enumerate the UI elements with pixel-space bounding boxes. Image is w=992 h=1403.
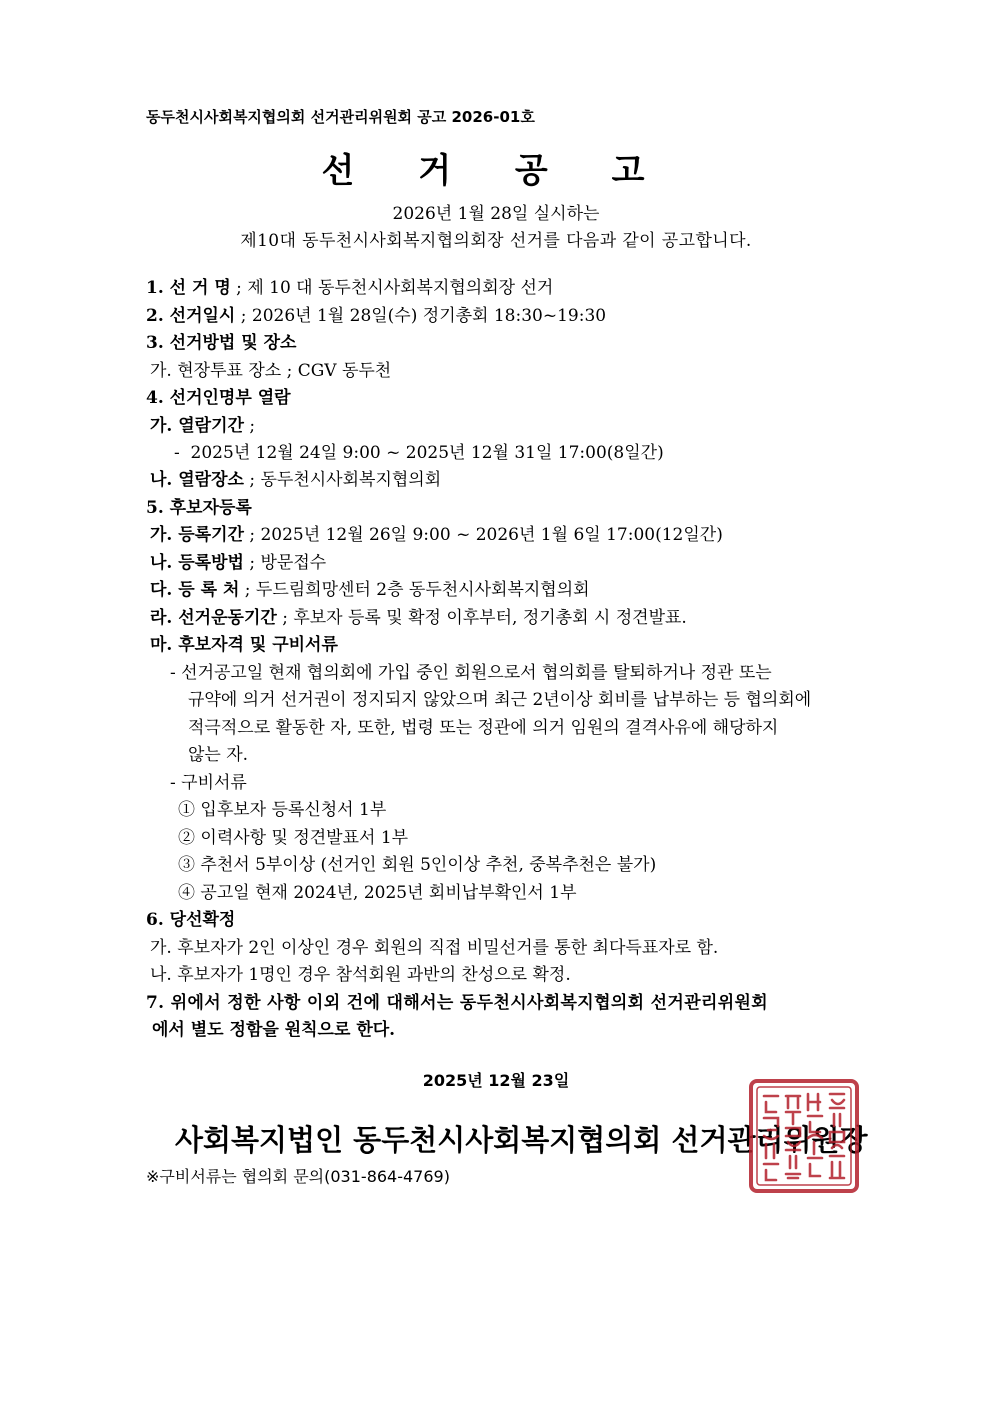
item-registration-method: [150, 550, 326, 576]
item-label: 가. 열람기간: [150, 416, 244, 436]
item-label: 1. 선 거 명: [146, 278, 231, 298]
official-seal-icon: [748, 1078, 860, 1194]
qualification-line: 않는 자.: [188, 745, 249, 765]
item-value: ; 두드림희망센터 2층 동두천시사회복지협의회: [239, 580, 590, 600]
item-label: 나. 열람장소: [150, 470, 244, 490]
intro-line-1: 2026년 1월 28일 실시하는: [392, 204, 600, 224]
footnote-inquiry: ※구비서류는 협의회 문의(031-864-4769): [146, 1167, 450, 1186]
item-roll-heading: 4. 선거인명부 열람: [146, 388, 291, 408]
qualification-line: - 선거공고일 현재 협의회에 가입 중인 회원으로서 협의회를 탈퇴하거나 정관 또는: [170, 663, 772, 683]
item-election-decision-heading: 6. 당선확정: [146, 910, 236, 930]
item-roll-place: [150, 467, 441, 493]
item-method-heading: 3. 선거방법 및 장소: [146, 333, 297, 353]
item-label: 다. 등 록 처: [150, 580, 240, 600]
item-other-matters-line-2: 에서 별도 정함을 원칙으로 한다.: [152, 1020, 396, 1040]
document-item: ② 이력사항 및 정견발표서 1부: [178, 828, 409, 848]
item-decision-single: 나. 후보자가 1명인 경우 참석회원 과반의 찬성으로 확정.: [150, 965, 571, 985]
item-roll-period-detail: - 2025년 12월 24일 9:00 ~ 2025년 12월 31일 17:00(8일간): [174, 443, 664, 463]
intro-line-2: 제10대 동두천시사회복지협의회장 선거를 다음과 같이 공고합니다.: [240, 231, 752, 251]
item-decision-multiple: 가. 후보자가 2인 이상인 경우 회원의 직접 비밀선거를 통한 최다득표자로 함.: [150, 938, 719, 958]
document-item: ③ 추천서 5부이상 (선거인 회원 5인이상 추천, 중복추천은 불가): [178, 855, 657, 875]
item-qualification-heading: 마. 후보자격 및 구비서류: [150, 635, 338, 655]
item-election-date: [146, 303, 606, 329]
item-value: ; 후보자 등록 및 확정 이후부터, 정기총회 시 정견발표.: [276, 608, 687, 628]
item-registration-period: [150, 522, 723, 548]
item-registration-heading: 5. 후보자등록: [146, 498, 252, 518]
notice-number: 동두천시사회복지협의회 선거관리위원회 공고 2026-01호: [146, 108, 535, 126]
item-value: ; 2025년 12월 26일 9:00 ~ 2026년 1월 6일 17:00(12일간): [243, 525, 723, 545]
item-other-matters-line-1: 7. 위에서 정한 사항 이외 건에 대해서는 동두천시사회복지협의회 선거관리위원회: [146, 993, 769, 1013]
qualification-line: 규약에 의거 선거권이 정지되지 않았으며 최근 2년이상 회비를 납부하는 등 협의회에: [188, 690, 812, 710]
item-registration-office: [150, 577, 590, 603]
item-label: 2. 선거일시: [146, 306, 236, 326]
item-value: ; 2026년 1월 28일(수) 정기총회 18:30~19:30: [235, 306, 607, 326]
item-label: 라. 선거운동기간: [150, 608, 277, 628]
item-value: ; 제 10 대 동두천시사회복지협의회장 선거: [230, 278, 554, 298]
item-label: 나. 등록방법: [150, 553, 244, 573]
item-roll-period: [150, 413, 255, 439]
document-item: ④ 공고일 현재 2024년, 2025년 회비납부확인서 1부: [178, 883, 577, 903]
item-label: 가. 등록기간: [150, 525, 244, 545]
qualification-line: 적극적으로 활동한 자, 또한, 법령 또는 정관에 의거 임원의 결격사유에 해당하지: [188, 718, 779, 738]
notice-title: 선 거 공 고: [321, 151, 671, 191]
documents-heading: - 구비서류: [170, 773, 247, 793]
document-item: ① 입후보자 등록신청서 1부: [178, 800, 387, 820]
item-value: ; 동두천시사회복지협의회: [243, 470, 442, 490]
item-election-name: [146, 275, 553, 301]
item-value: ;: [243, 416, 256, 436]
item-method-place: 가. 현장투표 장소 ; CGV 동두천: [150, 361, 392, 381]
notice-date: 2025년 12월 23일: [422, 1071, 570, 1090]
item-campaign-period: [150, 605, 687, 631]
item-value: ; 방문접수: [243, 553, 327, 573]
signer-name: 사회복지법인 동두천시사회복지협의회 선거관리위원장: [175, 1123, 868, 1157]
